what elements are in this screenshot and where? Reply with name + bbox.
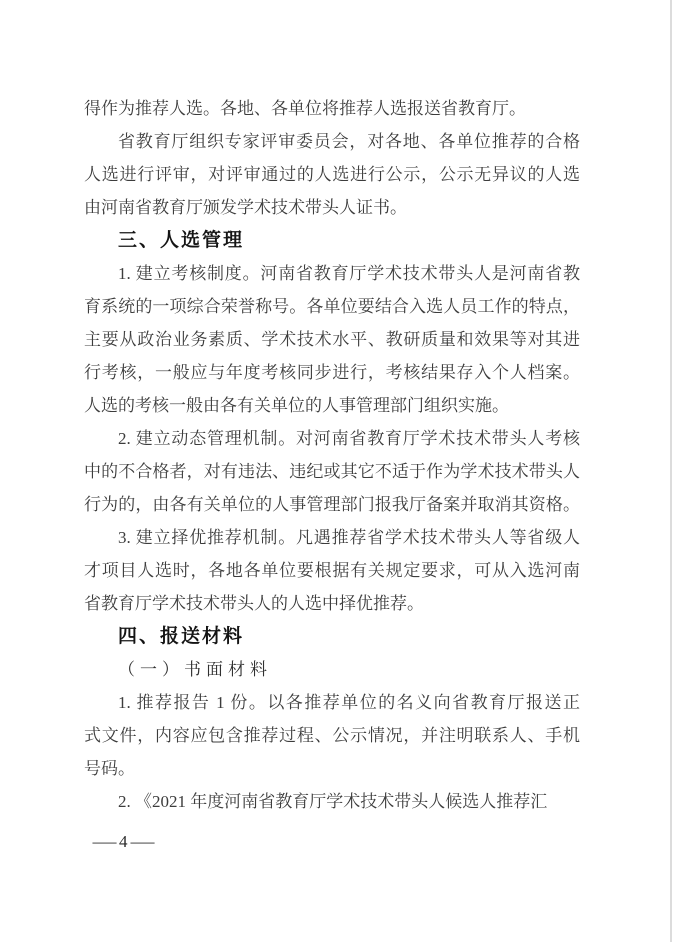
- doc-line: 得作为推荐人选。各地、各单位将推荐人选报送省教育厅。: [84, 99, 526, 118]
- doc-line: 人选的考核一般由各有关单位的人事管理部门组织实施。: [84, 396, 509, 415]
- doc-line: 由河南省教育厅颁发学术技术带头人证书。: [84, 198, 407, 217]
- subheading-written-materials: （一）书面材料: [118, 660, 272, 679]
- doc-line: 式文件，内容应包含推荐过程、公示情况，并注明联系人、手机: [84, 726, 580, 745]
- footer-dash-right: —: [130, 832, 154, 851]
- doc-line: 省教育厅组织专家评审委员会，对各地、各单位推荐的合格: [118, 132, 580, 151]
- doc-line: 1. 建立考核制度。河南省教育厅学术技术带头人是河南省教: [118, 264, 580, 283]
- doc-line: 省教育厅学术技术带头人的人选中择优推荐。: [84, 594, 424, 613]
- document-text-block: [84, 92, 580, 818]
- doc-line: 1. 推荐报告 1 份。以各推荐单位的名义向省教育厅报送正: [118, 693, 580, 712]
- doc-line: 中的不合格者，对有违法、违纪或其它不适于作为学术技术带头人: [84, 462, 580, 481]
- doc-line: 主要从政治业务素质、学术技术水平、教研质量和效果等对其进: [84, 330, 580, 349]
- scan-edge-line: [670, 0, 672, 942]
- doc-line: 行为的，由各有关单位的人事管理部门报我厅备案并取消其资格。: [84, 495, 580, 514]
- heading-section-three-personnel-management: 三、人选管理: [118, 230, 245, 251]
- doc-line: 2. 建立动态管理机制。对河南省教育厅学术技术带头人考核: [118, 429, 580, 448]
- page-number: 4: [119, 832, 128, 851]
- doc-line: 行考核，一般应与年度考核同步进行，考核结果存入个人档案。: [84, 363, 580, 382]
- heading-section-four-submission-materials: 四、报送材料: [118, 626, 245, 647]
- doc-line: 人选进行评审，对评审通过的人选进行公示，公示无异议的人选: [84, 165, 580, 184]
- doc-line: 号码。: [84, 759, 135, 778]
- doc-line: 才项目人选时，各地各单位要根据有关规定要求，可从入选河南: [84, 561, 580, 580]
- footer-dash-left: —: [92, 832, 117, 851]
- doc-line: 育系统的一项综合荣誉称号。各单位要结合入选人员工作的特点，: [84, 297, 580, 316]
- page-number-footer: [90, 831, 157, 853]
- doc-line: 2. 《2021 年度河南省教育厅学术技术带头人候选人推荐汇: [118, 792, 548, 811]
- doc-line: 3. 建立择优推荐机制。凡遇推荐省学术技术带头人等省级人: [118, 528, 580, 547]
